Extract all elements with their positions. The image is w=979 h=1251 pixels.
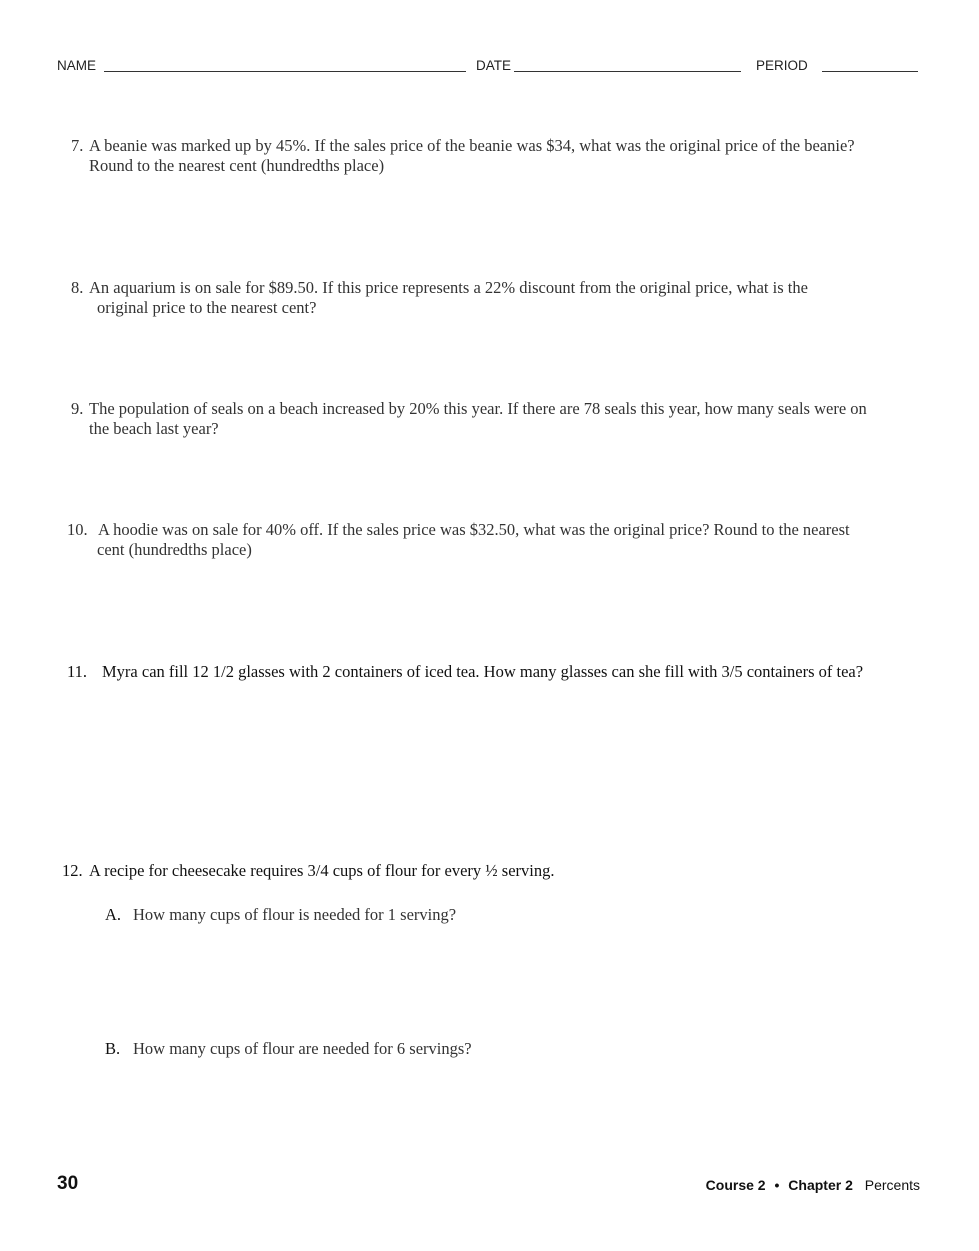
period-label: PERIOD <box>756 58 808 73</box>
question-text-line: Myra can fill 12 1/2 glasses with 2 containers of iced tea. How many glasses can she fill with 3/5 containers of tea? <box>102 662 864 681</box>
question-text-line: The population of seals on a beach increased by 20% this year. If there are 78 seals this year, how many seals were on <box>89 399 867 418</box>
question-text-line: An aquarium is on sale for $89.50. If this price represents a 22% discount from the original price, what is the <box>89 278 808 297</box>
question-number: 7. <box>71 136 84 155</box>
question-text-line: Round to the nearest cent (hundredths place) <box>89 156 385 175</box>
course-label: Course 2 <box>705 1177 766 1193</box>
question-number: 8. <box>71 278 84 297</box>
question-text-line: A recipe for cheesecake requires 3/4 cups of flour for every ½ serving. <box>89 861 555 880</box>
name-label: NAME <box>57 58 97 73</box>
date-label: DATE <box>476 58 512 73</box>
page-number: 30 <box>57 1173 79 1194</box>
part-text: How many cups of flour is needed for 1 serving? <box>133 905 457 924</box>
question-text-line: cent (hundredths place) <box>97 540 252 559</box>
question-number: 10. <box>67 520 88 539</box>
question-number: 12. <box>62 861 83 880</box>
question-text-line: the beach last year? <box>89 419 219 438</box>
topic-label: Percents <box>864 1177 920 1193</box>
part-text: How many cups of flour are needed for 6 servings? <box>133 1039 472 1058</box>
question-text-line: A beanie was marked up by 45%. If the sales price of the beanie was $34, what was the original price of the beanie? <box>89 136 855 155</box>
course-footer <box>706 1177 920 1193</box>
question-text-line: A hoodie was on sale for 40% off. If the sales price was $32.50, what was the original price? Round to the nearest <box>98 520 850 539</box>
part-label: B. <box>105 1039 121 1058</box>
question-number: 11. <box>67 662 88 681</box>
question-number: 9. <box>71 399 84 418</box>
chapter-label: Chapter 2 <box>788 1177 853 1193</box>
question-text-line: original price to the nearest cent? <box>97 298 317 317</box>
part-label: A. <box>105 905 122 924</box>
footer-bullet: • <box>774 1177 780 1193</box>
